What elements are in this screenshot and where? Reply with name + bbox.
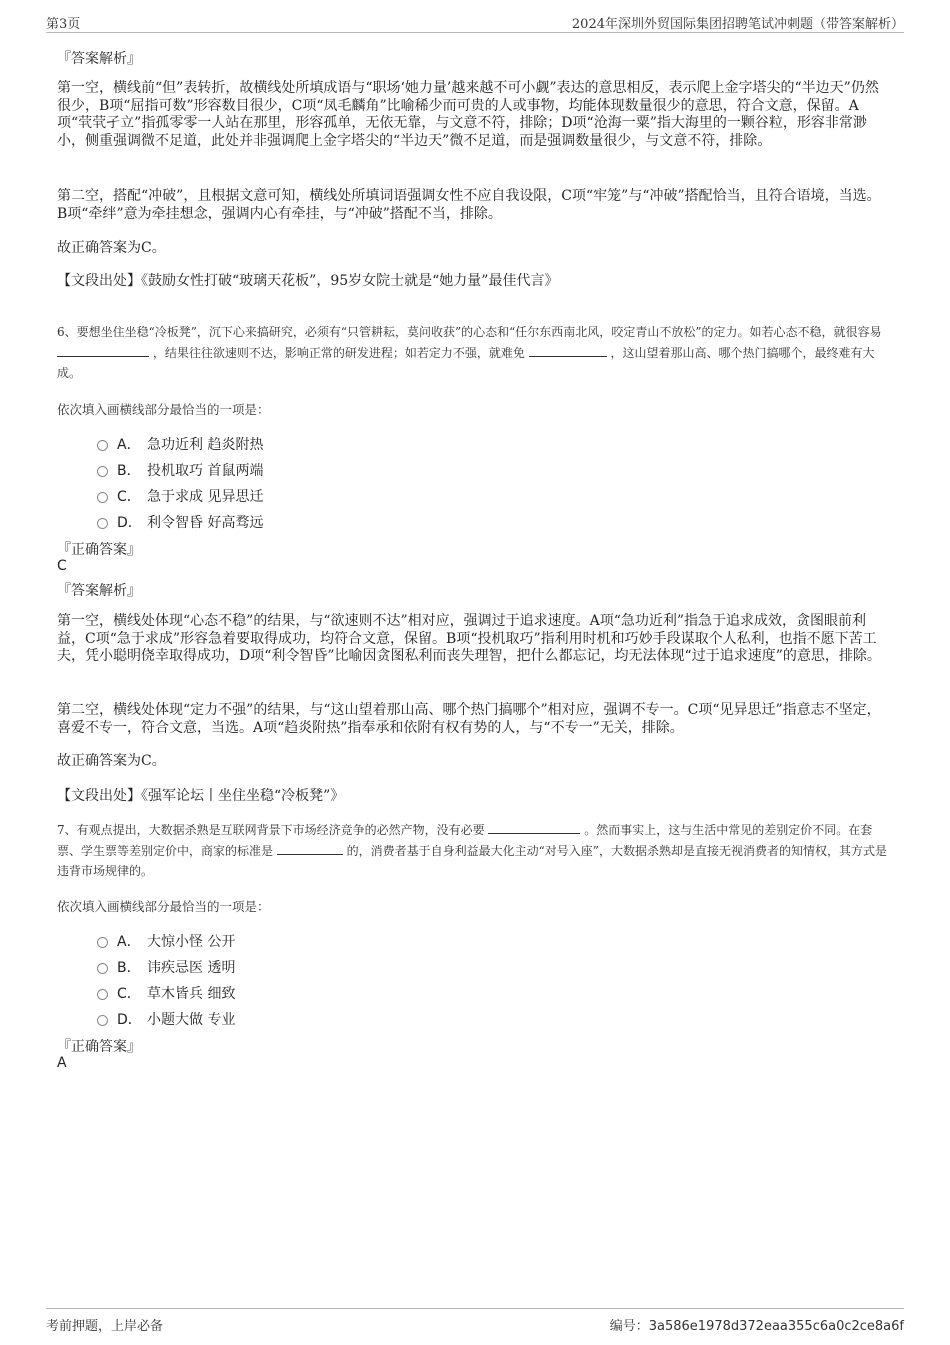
page-footer	[46, 1308, 904, 1335]
q6-question	[57, 322, 887, 384]
q7-option-c[interactable]: C． 草木皆兵 细致	[97, 983, 235, 1003]
q7-option-b[interactable]: B． 讳疾忌医 透明	[97, 957, 235, 977]
q6-text-c: ，这山望着那山高、哪个热门搞哪个，最终难有大成。	[57, 345, 875, 380]
q6-blank-1	[57, 344, 149, 357]
radio-icon[interactable]	[97, 963, 108, 974]
page-number: 第3页	[46, 17, 81, 32]
q5-analysis-p2: 第二空，搭配“冲破”，且根据文意可知，横线处所填词语强调女性不应自我设限，C项“牢笼”与“冲破”搭配恰当，且符合语境，当选。B项“牵绊”意为牵挂想念，强调内心有牵挂，与“冲破”搭配不当，排除。	[57, 188, 881, 222]
page-header	[46, 10, 904, 33]
q7-blank-1	[488, 821, 580, 834]
q6-option-d[interactable]: D． 利令智昏 好高骛远	[97, 512, 263, 532]
q6-text-a: 6、要想坐住坐稳“冷板凳”，沉下心来搞研究，必须有“只管耕耘，莫问收获”的心态和“任尔东西南北风，咬定青山不放松”的定力。如若心态不稳，就很容易	[57, 325, 882, 339]
q6-conclusion: 故正确答案为C。	[57, 753, 166, 769]
q6-option-b[interactable]: B． 投机取巧 首鼠两端	[97, 460, 263, 480]
q5-analysis-p1: 第一空，横线前“但”表转折，故横线处所填成语与“职场‘她力量’越来越不可小觑”表达的意思相反，表示爬上金字塔尖的“半边天”仍然很少，B项“屈指可数”形容数目很少，C项“凤毛麟角”比喻稀少而可贵的人或事物，均能体现数量很少的意思，符合文意，保留。A项“茕茕孑立”指孤零零一人站在那里，形容孤单，无依无靠，与文意不符，排除；D项“沧海一粟”指大海里的一颗谷粒，形容非常渺小，侧重强调微不足道，此处并非强调爬上金字塔尖的“半边天”微不足道，而是强调数量很少，与文意不符，排除。	[57, 80, 879, 149]
radio-icon[interactable]	[97, 492, 108, 503]
q7-option-d[interactable]: D． 小题大做 专业	[97, 1009, 235, 1029]
q7-instruction: 依次填入画横线部分最恰当的一项是：	[57, 899, 270, 914]
document-title: 2024年深圳外贸国际集团招聘笔试冲刺题（带答案解析）	[571, 17, 904, 32]
q7-question	[57, 820, 887, 882]
q6-correct-answer: C	[57, 558, 67, 574]
q6-instruction: 依次填入画横线部分最恰当的一项是：	[57, 402, 270, 417]
footer-slogan: 考前押题，上岸必备	[46, 1319, 164, 1334]
radio-icon[interactable]	[97, 466, 108, 477]
q6-source: 【文段出处】《强军论坛丨坐住坐稳“冷板凳”》	[57, 788, 345, 804]
q6-analysis-label: 『答案解析』	[57, 583, 141, 599]
q6-option-c[interactable]: C． 急于求成 见异思迁	[97, 486, 263, 506]
q7-text-b: 。然而事实上，这与生活中常见的差别定价不同。在套票、学生票等差别定价中，商家的标准是	[57, 823, 873, 858]
q5-source: 【文段出处】《鼓励女性打破“玻璃天花板”，95岁女院士就是“她力量”最佳代言》	[57, 273, 559, 289]
radio-icon[interactable]	[97, 1015, 108, 1026]
q5-conclusion: 故正确答案为C。	[57, 240, 166, 256]
q7-correct-label: 『正确答案』	[57, 1039, 141, 1055]
q7-blank-2	[277, 842, 343, 855]
radio-icon[interactable]	[97, 989, 108, 1000]
q7-option-a[interactable]: A． 大惊小怪 公开	[97, 931, 235, 951]
q7-correct-answer: A	[57, 1055, 67, 1071]
q6-text-b: ，结果往往欲速则不达，影响正常的研发进程；如若定力不强，就难免	[152, 345, 525, 360]
radio-icon[interactable]	[97, 937, 108, 948]
q7-text-c: 的，消费者基于自身利益最大化主动“对号入座”，大数据杀熟却是直接无视消费者的知情权，其方式是违背市场规律的。	[57, 843, 887, 878]
q6-blank-2	[529, 344, 607, 357]
q7-text-a: 7、有观点提出，大数据杀熟是互联网背景下市场经济竞争的必然产物，没有必要	[57, 823, 485, 837]
q6-option-a[interactable]: A． 急功近利 趋炎附热	[97, 434, 263, 454]
q6-correct-label: 『正确答案』	[57, 542, 141, 558]
q5-analysis-label: 『答案解析』	[57, 51, 141, 67]
q6-analysis-p1: 第一空，横线处体现“心态不稳”的结果，与“欲速则不达”相对应，强调过于追求速度。A项“急功近利”指急于追求成效，贪图眼前利益，C项“急于求成”形容急着要取得成功，均符合文意，保留。B项“投机取巧”指利用时机和巧妙手段谋取个人私利，也指不愿下苦工夫，凭小聪明侥幸取得成功，D项“利令智昏”比喻因贪图私利而丧失理智，把什么都忘记，均无法体现“过于追求速度”的意思，排除。	[57, 613, 881, 664]
radio-icon[interactable]	[97, 440, 108, 451]
footer-code: 编号：3a586e1978d372eaa355c6a0c2ce8a6f	[609, 1319, 904, 1334]
radio-icon[interactable]	[97, 518, 108, 529]
q6-analysis-p2: 第二空，横线处体现“定力不强”的结果，与“这山望着那山高、哪个热门搞哪个”相对应，强调不专一。C项“见异思迁”指意志不坚定，喜爱不专一，符合文意，当选。A项“趋炎附热”指奉承和依附有权有势的人，与“不专一”无关，排除。	[57, 702, 881, 736]
